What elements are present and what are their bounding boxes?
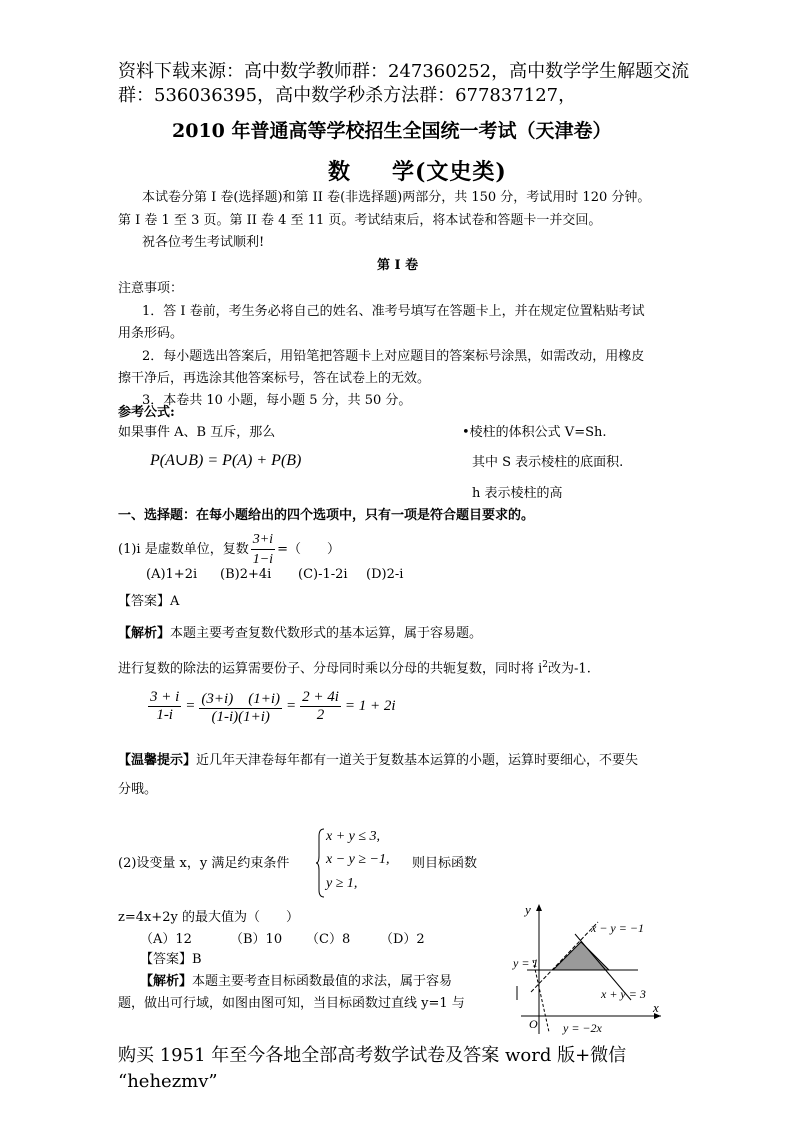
calc-frac-2-num: (3+i) (1+i) xyxy=(199,687,282,709)
calc-frac-1-num: 3 + i xyxy=(150,689,180,705)
q1-method-end: 改为-1. xyxy=(548,661,591,677)
q1-answer: 【答案】A xyxy=(118,594,180,609)
q1-tip-tag: 【温馨提示】 xyxy=(118,753,197,768)
subtitle-part-a: 数 xyxy=(328,159,352,185)
q1-method-text: 进行复数的除法的运算需要份子、分母同时乘以分母的共轭复数，同时将 i xyxy=(118,661,543,677)
q1-method xyxy=(118,656,591,678)
intro-line-2: 第 I 卷 1 至 3 页。第 II 卷 4 至 11 页。考试结束后，将本试卷和答题卡一并交回。 xyxy=(118,213,602,228)
formula-prism-h: h 表示棱柱的高 xyxy=(472,486,563,501)
q1-calculation xyxy=(148,687,396,726)
intro-line-1: 本试卷分第 I 卷(选择题)和第 II 卷(非选择题)两部分，共 150 分，考试用时 120 分钟。 xyxy=(142,190,651,205)
q1-analysis-text: 本题主要考查复数代数形式的基本运算，属于容易题。 xyxy=(170,626,483,641)
q2-constraint-1: x + y ≤ 3, xyxy=(326,829,381,844)
graph-label-y1: y = 1 xyxy=(513,956,539,970)
q2-analysis-b: 题，做出可行域，如图由图可知，当目标函数过直线 y=1 与 xyxy=(118,996,465,1011)
q2-analysis-tag: 【解析】 xyxy=(140,974,193,989)
intro-line-3: 祝各位考生考试顺利! xyxy=(142,235,265,250)
formula-event: P(A∪B) = P(A) + P(B) xyxy=(150,452,302,469)
graph-origin-label: O xyxy=(529,1017,538,1031)
q1-stem-a: (1)i 是虚数单位，复数 xyxy=(118,542,249,557)
formula-event-line: 如果事件 A、B 互斥，那么 xyxy=(118,425,276,440)
q2-analysis-text: 本题主要考查目标函数最值的求法，属于容易 xyxy=(192,974,453,989)
brace-icon xyxy=(316,828,326,898)
footer-line-1: 购买 1951 年至今各地全部高考数学试卷及答案 word 版+微信 xyxy=(118,1045,627,1066)
q2-stem-b: 则目标函数 xyxy=(412,856,478,871)
q2-option-b: （B）10 xyxy=(230,932,283,947)
graph-label-line1: x − y = −1 xyxy=(591,921,644,935)
q2-stem-a: (2)设变量 x，y 满足约束条件 xyxy=(118,856,290,871)
q1-frac-den: 1−i xyxy=(252,552,274,567)
q2-option-a: （A）12 xyxy=(140,932,192,947)
footer-line-2: “hehezmv” xyxy=(118,1071,218,1092)
calc-frac-2 xyxy=(199,687,282,726)
calc-frac-2-den: (1-i)(1+i) xyxy=(211,709,270,725)
q1-analysis-tag: 【解析】 xyxy=(118,626,171,641)
q2-option-d: （D）2 xyxy=(380,932,425,947)
calc-eq-2: = xyxy=(285,698,297,714)
volume-title: 第 I 卷 xyxy=(377,258,419,273)
page-title: 2010 年普通高等学校招生全国统一考试（天津卷） xyxy=(172,120,612,142)
header-line-2: 群：536036395，高中数学秒杀方法群：677837127， xyxy=(118,85,577,106)
feasible-region-graph xyxy=(503,900,673,1040)
q2-stem-c: z=4x+2y 的最大值为（ ） xyxy=(118,910,299,925)
graph-label-line3: y = −2x xyxy=(563,1021,602,1035)
graph-x-label: x xyxy=(653,1000,659,1015)
q2-brace xyxy=(316,828,324,898)
note-2b: 擦干净后，再选涂其他答案标号，答在试卷上的无效。 xyxy=(118,371,431,386)
calc-frac-3-num: 2 + 4i xyxy=(302,689,339,705)
q1-option-a: (A)1+2i xyxy=(146,567,198,582)
calc-eq-1: = xyxy=(185,698,196,714)
q1-method-sup: 2 xyxy=(542,660,549,670)
q2-constraint-3: y ≥ 1, xyxy=(326,876,358,891)
header-line-1: 资料下载来源：高中数学教师群：247360252，高中数学学生解题交流 xyxy=(118,61,690,82)
q2-option-c: （C）8 xyxy=(306,932,351,947)
note-2a: 2．每小题选出答案后，用铅笔把答题卡上对应题目的答案标号涂黑，如需改动，用橡皮 xyxy=(142,349,645,364)
q1-option-c: (C)-1-2i xyxy=(298,567,348,582)
q1-option-d: (D)2-i xyxy=(366,567,404,582)
q1-tip-text: 近几年天津卷每年都有一道关于复数基本运算的小题，运算时要细心，不要失 xyxy=(196,753,639,768)
q1-option-b: (B)2+4i xyxy=(220,567,272,582)
q1-tip xyxy=(118,751,638,770)
calc-frac-1 xyxy=(148,689,181,724)
q2-constraint-2: x − y ≥ −1, xyxy=(326,852,390,867)
section-heading: 一、选择题：在每小题给出的四个选项中，只有一项是符合题目要求的。 xyxy=(118,508,535,523)
q1-analysis xyxy=(118,624,482,643)
formula-prism-s: 其中 S 表示棱柱的底面积. xyxy=(472,455,624,470)
calc-frac-3-den: 2 xyxy=(316,707,325,723)
q1-tip-end: 分哦。 xyxy=(118,782,158,797)
subtitle-part-b: 学(文史类) xyxy=(392,159,507,185)
calc-result: = 1 + 2i xyxy=(344,698,396,714)
note-1b: 用条形码。 xyxy=(118,326,184,341)
formula-prism: •棱柱的体积公式 V=Sh. xyxy=(462,425,607,440)
graph-label-line2: x + y = 3 xyxy=(601,987,646,1001)
formula-heading: 参考公式: xyxy=(118,405,175,420)
question-1-stem xyxy=(118,530,340,569)
note-1a: 1．答 I 卷前，考生务必将自己的姓名、准考号填写在答题卡上，并在规定位置粘贴考试 xyxy=(142,304,645,319)
calc-frac-3 xyxy=(300,689,341,724)
notes-heading: 注意事项： xyxy=(118,281,184,296)
q2-answer: 【答案】B xyxy=(140,952,202,967)
calc-frac-1-den: 1-i xyxy=(156,707,173,723)
q1-fraction xyxy=(251,530,275,569)
q2-analysis xyxy=(140,972,452,991)
graph-y-label: y xyxy=(525,902,531,917)
q1-stem-b: =（ ） xyxy=(277,542,340,557)
note-3: 3．本卷共 10 小题，每小题 5 分，共 50 分。 xyxy=(142,393,412,408)
q1-frac-num: 3+i xyxy=(251,530,275,550)
